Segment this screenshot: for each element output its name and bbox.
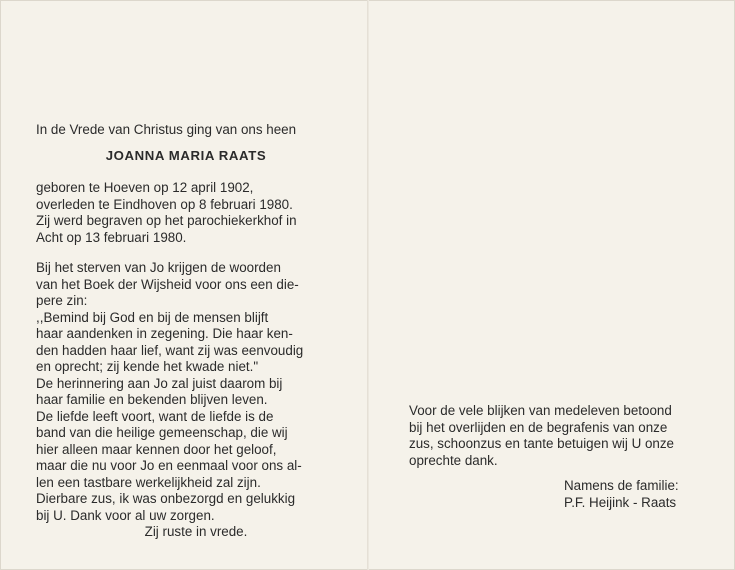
text-line: hier alleen maar kennen door het geloof, (36, 441, 277, 457)
text-line: haar aandenken in zegening. Die haar ken- (36, 326, 293, 341)
thanks-line: Voor de vele blijken van medeleven betoond (409, 403, 672, 418)
life-line: overleden te Eindhoven op 8 februari 1980. (36, 196, 293, 212)
text-line: den hadden haar lief, want zij was eenvoudig (36, 342, 304, 358)
life-line: geboren te Hoeven op 12 april 1902, (36, 180, 254, 195)
text-line: De herinnering aan Jo zal juist daarom bij (36, 375, 283, 391)
card-fold (367, 0, 369, 570)
text-line: ,,Bemind bij God en bij de mensen blijft (36, 309, 269, 325)
thanks-line: oprechte dank. (409, 452, 498, 468)
life-line: Zij werd begraven op het parochiekerkhof in (36, 213, 297, 228)
text-line: pere zin: (36, 293, 88, 308)
life-dates (36, 180, 336, 246)
thanks-line: zus, schoonzus en tante betuigen wij U onze (409, 436, 675, 451)
text-line: en oprecht; zij kende het kwade niet." (36, 359, 259, 374)
text-line: Dierbare zus, ik was onbezorgd en gelukkig (36, 491, 296, 506)
text-line: bij U. Dank voor al uw zorgen. (36, 507, 215, 523)
text-line: band van die heilige gemeenschap, die wij (36, 425, 288, 440)
closing-line: Zij ruste in vrede. (144, 524, 248, 539)
left-page (36, 122, 336, 541)
signoff-label: Namens de familie: (564, 478, 679, 493)
text-line: Bij het sterven van Jo krijgen de woorden (36, 260, 281, 275)
text-line: haar familie en bekenden blijven leven. (36, 392, 268, 407)
text-line: De liefde leeft voort, want de liefde is de (36, 408, 274, 424)
deceased-name: JOANNA MARIA RAATS (105, 147, 267, 163)
signoff-name: P.F. Heijink - Raats (564, 494, 677, 510)
right-page (409, 403, 709, 469)
signoff (564, 478, 679, 511)
text-line: len een tastbare werkelijkheid zal zijn. (36, 474, 261, 490)
text-line: maar die nu voor Jo en eenmaal voor ons al- (36, 458, 302, 473)
intro-line: In de Vrede van Christus ging van ons heen (36, 122, 297, 137)
text-line: van het Boek der Wijsheid voor ons een die- (36, 276, 299, 292)
thanks-line: bij het overlijden en de begrafenis van onze (409, 419, 668, 435)
life-line: Acht op 13 februari 1980. (36, 229, 187, 245)
memorial-text (36, 260, 336, 541)
